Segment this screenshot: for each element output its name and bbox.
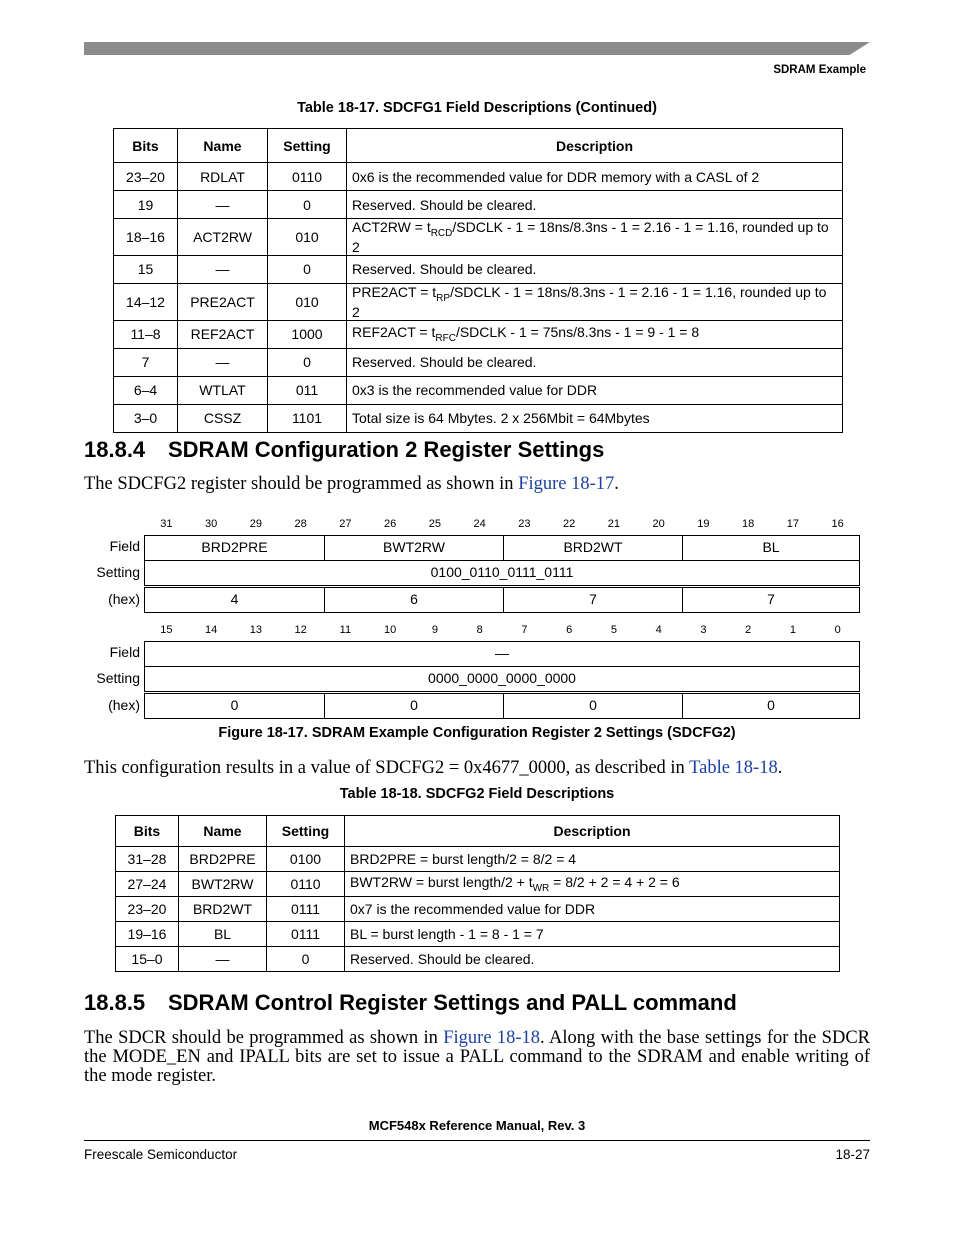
- table-row: [114, 163, 843, 191]
- hex-value-cell: 7: [682, 588, 859, 612]
- bit-number: 16: [831, 518, 844, 530]
- description-subscript: RFC: [435, 332, 456, 344]
- table-18-18-link[interactable]: Table 18-18: [689, 758, 778, 778]
- bit-number: 2: [745, 624, 752, 636]
- bit-number: 5: [610, 624, 617, 636]
- bits-cell: 11–8: [114, 320, 178, 348]
- table-row: [114, 191, 843, 219]
- bit-number: 7: [521, 624, 528, 636]
- col-header-setting: Setting: [267, 816, 345, 847]
- description-text: /SDCLK - 1 = 75ns/8.3ns - 1 = 9 - 1 = 8: [455, 324, 700, 341]
- name-cell: —: [178, 191, 268, 219]
- table-18-caption: Table 18-18. SDCFG2 Field Descriptions: [339, 786, 615, 802]
- name-cell: RDLAT: [178, 163, 268, 191]
- description-cell: [347, 219, 843, 256]
- paragraph-text: .: [614, 474, 619, 494]
- setting-cell: 0100: [267, 847, 345, 872]
- section-4-paragraph: [84, 475, 870, 494]
- bits-cell: 3–0: [114, 404, 178, 432]
- bits-cell: 7: [114, 348, 178, 376]
- bits-cell: 14–12: [114, 283, 178, 320]
- col-header-bits: Bits: [114, 129, 178, 163]
- description-cell: Reserved. Should be cleared.: [347, 255, 843, 283]
- hex-value-cell: 0: [503, 694, 682, 718]
- bit-number: 1: [789, 624, 796, 636]
- bits-cell: 19: [114, 191, 178, 219]
- col-header-description: Description: [345, 816, 840, 847]
- bit-number: 22: [563, 518, 576, 530]
- name-cell: PRE2ACT: [178, 283, 268, 320]
- bit-number: 13: [249, 624, 262, 636]
- name-cell: WTLAT: [178, 376, 268, 404]
- setting-cell: 0110: [267, 872, 345, 897]
- setting-cell: 010: [268, 219, 347, 256]
- section-heading-18-8-5: [84, 990, 737, 1016]
- description-cell: 0x3 is the recommended value for DDR: [347, 376, 843, 404]
- upper-setting-row: [144, 560, 860, 586]
- lower-field-value: —: [495, 645, 509, 661]
- table-row: [116, 897, 840, 922]
- col-header-setting: Setting: [268, 129, 347, 163]
- description-cell: Total size is 64 Mbytes. 2 x 256Mbit = 64Mbytes: [347, 404, 843, 432]
- description-subscript: RCD: [430, 227, 453, 239]
- table-row: [116, 922, 840, 947]
- manual-title: MCF548x Reference Manual, Rev. 3: [368, 1118, 586, 1133]
- bit-number: 26: [384, 518, 397, 530]
- bit-number: 20: [652, 518, 665, 530]
- table-row: [114, 283, 843, 320]
- col-header-name: Name: [179, 816, 267, 847]
- field-name-cell: BL: [682, 536, 859, 560]
- bits-cell: 27–24: [116, 872, 179, 897]
- description-cell: 0x6 is the recommended value for DDR memory with a CASL of 2: [347, 163, 843, 191]
- bit-number: 11: [339, 624, 352, 636]
- header-bar: [84, 42, 870, 55]
- bit-number: 9: [431, 624, 438, 636]
- bit-number: 25: [428, 518, 441, 530]
- paragraph-text: The SDCFG2 register should be programmed as shown in: [84, 474, 519, 494]
- setting-cell: 011: [268, 376, 347, 404]
- upper-field-row: [144, 535, 860, 561]
- bit-number: 24: [473, 518, 486, 530]
- figure-18-17-link[interactable]: Figure 18-17: [518, 474, 615, 494]
- bits-cell: 18–16: [114, 219, 178, 256]
- name-cell: —: [179, 947, 267, 972]
- hex-row-label: (hex): [108, 697, 140, 713]
- page-number: 18-27: [835, 1147, 870, 1162]
- bits-cell: 19–16: [116, 922, 179, 947]
- setting-cell: 0: [267, 947, 345, 972]
- running-head: SDRAM Example: [773, 64, 866, 76]
- bit-number: 29: [249, 518, 262, 530]
- section-number: 18.8.4: [84, 437, 146, 462]
- paragraph-text: The SDCR should be programmed as shown in: [84, 1028, 444, 1048]
- description-text: REF2ACT = t: [352, 324, 436, 341]
- table-row: [116, 947, 840, 972]
- bits-cell: 15: [114, 255, 178, 283]
- table-row: [114, 320, 843, 348]
- col-header-description: Description: [347, 129, 843, 163]
- name-cell: REF2ACT: [178, 320, 268, 348]
- description-text: PRE2ACT = t: [352, 283, 437, 300]
- hex-value-cell: 6: [324, 588, 503, 612]
- lower-hex-row: [144, 693, 860, 719]
- name-cell: —: [178, 255, 268, 283]
- setting-cell: 0110: [268, 163, 347, 191]
- field-name-cell: BWT2RW: [324, 536, 503, 560]
- table-row: [116, 847, 840, 872]
- table-row: [114, 376, 843, 404]
- table-header-row: [116, 816, 840, 847]
- name-cell: ACT2RW: [178, 219, 268, 256]
- field-row-label: Field: [109, 538, 140, 554]
- setting-cell: 010: [268, 283, 347, 320]
- setting-cell: 0111: [267, 922, 345, 947]
- name-cell: —: [178, 348, 268, 376]
- bit-number: 27: [339, 518, 352, 530]
- description-cell: Reserved. Should be cleared.: [345, 947, 840, 972]
- table-row: [114, 255, 843, 283]
- description-cell: 0x7 is the recommended value for DDR: [345, 897, 840, 922]
- bit-number: 23: [518, 518, 531, 530]
- table-row: [114, 219, 843, 256]
- field-row-label: Field: [109, 644, 140, 660]
- bit-number: 31: [160, 518, 173, 530]
- description-cell: [347, 283, 843, 320]
- bit-number: 3: [700, 624, 707, 636]
- description-text: BWT2RW = burst length/2 + t: [350, 874, 533, 891]
- figure-18-17-caption: Figure 18-17. SDRAM Example Configuration Register 2 Settings (SDCFG2): [218, 725, 736, 741]
- upper-hex-row: [144, 587, 860, 613]
- bit-number: 17: [786, 518, 799, 530]
- description-cell: Reserved. Should be cleared.: [347, 348, 843, 376]
- description-text: ACT2RW = t: [352, 219, 431, 235]
- bit-number: 0: [834, 624, 841, 636]
- name-cell: BRD2PRE: [179, 847, 267, 872]
- hex-value-cell: 0: [230, 697, 239, 713]
- bits-cell: 6–4: [114, 376, 178, 404]
- hex-value-cell: 4: [230, 591, 239, 607]
- description-text: = 8/2 + 2 = 4 + 2 = 6: [549, 874, 680, 891]
- bit-number: 18: [742, 518, 755, 530]
- figure-18-18-link[interactable]: Figure 18-18: [443, 1028, 541, 1048]
- lower-field-row: [144, 641, 860, 667]
- bits-cell: 15–0: [116, 947, 179, 972]
- setting-cell: 0: [268, 191, 347, 219]
- lower-setting-row: [144, 666, 860, 692]
- table-17-caption: Table 18-17. SDCFG1 Field Descriptions (Continued): [297, 100, 657, 116]
- hex-value-cell: 0: [682, 694, 859, 718]
- description-cell: BL = burst length - 1 = 8 - 1 = 7: [345, 922, 840, 947]
- hex-value-cell: 0: [324, 694, 503, 718]
- table-row: [114, 404, 843, 432]
- section-number: 18.8.5: [84, 990, 146, 1015]
- bits-cell: 23–20: [116, 897, 179, 922]
- name-cell: BL: [179, 922, 267, 947]
- paragraph-text: . Along with the base settings for the SDCR the MODE_EN and IPALL bits are set to issue a PALL command to the SDRAM and enable writing of the mode register.: [84, 1028, 870, 1086]
- bits-cell: 23–20: [114, 163, 178, 191]
- setting-row-label: Setting: [96, 670, 140, 686]
- section-5-paragraph: [84, 1029, 870, 1086]
- bit-number: 8: [476, 624, 483, 636]
- bit-number: 28: [294, 518, 307, 530]
- upper-setting-value: 0100_0110_0111_0111: [430, 564, 574, 580]
- footer-company: Freescale Semiconductor: [84, 1147, 238, 1162]
- setting-cell: 0111: [267, 897, 345, 922]
- field-name-cell: BRD2WT: [503, 536, 682, 560]
- table-18-17: [113, 128, 843, 433]
- description-subscript: RP: [436, 292, 451, 304]
- description-cell: Reserved. Should be cleared.: [347, 191, 843, 219]
- bit-number: 14: [205, 624, 218, 636]
- name-cell: BWT2RW: [179, 872, 267, 897]
- col-header-bits: Bits: [116, 816, 179, 847]
- hex-row-label: (hex): [108, 591, 140, 607]
- col-header-name: Name: [178, 129, 268, 163]
- configuration-paragraph: [84, 759, 870, 778]
- description-cell: [345, 872, 840, 897]
- setting-cell: 1101: [268, 404, 347, 432]
- section-heading-18-8-4: [84, 437, 604, 463]
- section-title: SDRAM Control Register Settings and PALL command: [168, 990, 737, 1015]
- hex-value-cell: 7: [503, 588, 682, 612]
- bit-number: 15: [160, 624, 173, 636]
- lower-setting-value: 0000_0000_0000_0000: [428, 670, 576, 686]
- bit-number: 19: [697, 518, 710, 530]
- name-cell: CSSZ: [178, 404, 268, 432]
- description-cell: [347, 320, 843, 348]
- bit-number: 21: [607, 518, 620, 530]
- description-text: /SDCLK - 1 = 18ns/8.3ns - 1 = 2.16 - 1 = 1.16, rounded up to 2: [352, 283, 827, 320]
- bit-number: 10: [384, 624, 397, 636]
- bits-cell: 31–28: [116, 847, 179, 872]
- table-header-row: [114, 129, 843, 163]
- bit-number: 30: [205, 518, 218, 530]
- table-row: [114, 348, 843, 376]
- name-cell: BRD2WT: [179, 897, 267, 922]
- description-cell: BRD2PRE = burst length/2 = 8/2 = 4: [345, 847, 840, 872]
- bit-number: 6: [566, 624, 573, 636]
- footer-divider: [84, 1140, 870, 1141]
- table-row: [116, 872, 840, 897]
- paragraph-text: .: [777, 758, 783, 778]
- setting-cell: 0: [268, 348, 347, 376]
- field-name-cell: BRD2PRE: [201, 539, 268, 555]
- paragraph-text: This configuration results in a value of SDCFG2 = 0x4677_0000, as described in: [84, 758, 690, 778]
- setting-cell: 0: [268, 255, 347, 283]
- bit-number: 12: [294, 624, 307, 636]
- setting-row-label: Setting: [96, 564, 140, 580]
- table-18-18: [115, 815, 840, 972]
- description-subscript: WR: [532, 882, 550, 894]
- description-text: /SDCLK - 1 = 18ns/8.3ns - 1 = 2.16 - 1 = 1.16, rounded up to 2: [352, 219, 829, 255]
- bit-number: 4: [655, 624, 662, 636]
- setting-cell: 1000: [268, 320, 347, 348]
- section-title: SDRAM Configuration 2 Register Settings: [168, 437, 605, 462]
